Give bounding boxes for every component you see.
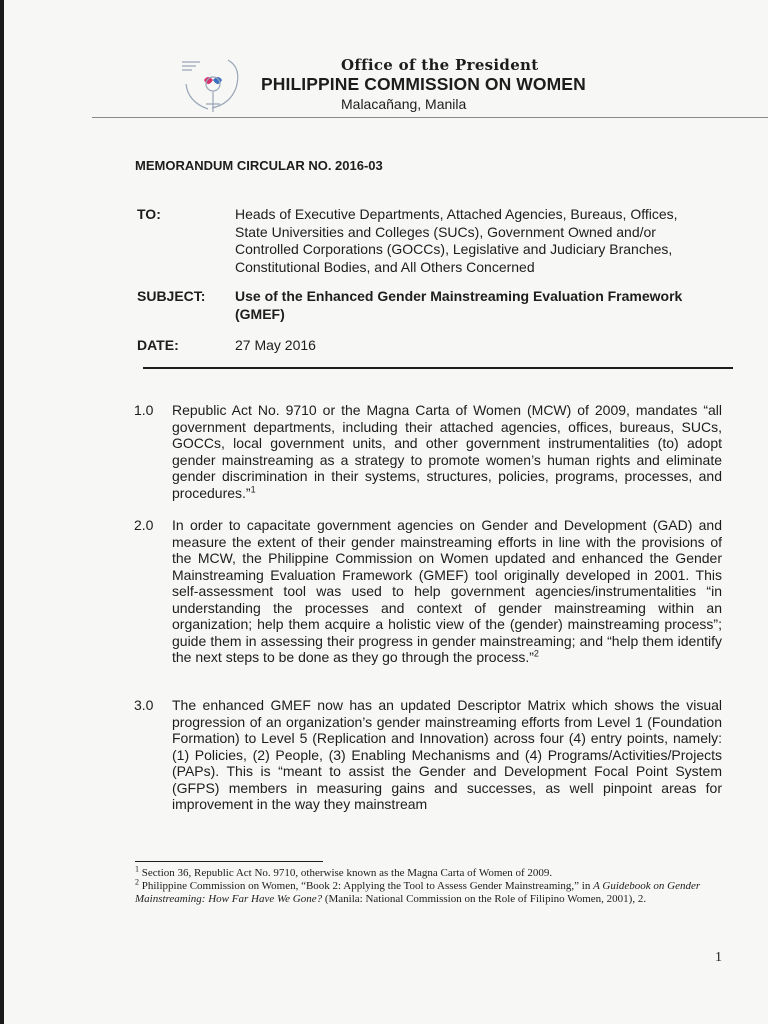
footnote-2-pre: Philippine Commission on Women, “Book 2: Applying the Tool to Assess Gender Mainstreaming,” in xyxy=(141,880,594,892)
to-label: TO: xyxy=(137,206,161,222)
pcw-logo-icon xyxy=(178,54,248,116)
paragraph-1-text xyxy=(172,402,722,501)
header-divider xyxy=(92,117,768,118)
footnote-2-title: A Guidebook on Gender Mainstreaming: How Far Have We Gone? xyxy=(135,880,701,905)
page-number: 1 xyxy=(715,950,722,965)
office-of-president-line: Office of the President xyxy=(341,56,539,74)
footnote-ref-2[interactable]: 2 xyxy=(533,648,539,659)
paragraph-3-text xyxy=(172,697,722,813)
footnote-ref-1[interactable]: 1 xyxy=(250,483,256,494)
footnote-2 xyxy=(135,877,725,906)
organization-name: PHILIPPINE COMMISSION ON WOMEN xyxy=(261,74,586,94)
date-label: DATE: xyxy=(137,337,179,353)
footnote-2-mark: 2 xyxy=(135,877,139,887)
paragraph-2-body: In order to capacitate government agencies on Gender and Development (GAD) and measure the extent of their gender mainstreaming efforts in line with the provisions of the MCW, the Philippine Commission on Women updated and enhanced the Gender Mainstreaming Evaluation Framework (GMEF) tool originally developed in 2001. This self-assessment tool was used to help government agencies/instrumentalities “in understanding the processes and context of gender mainstreaming within an organization; help them acquire a holistic view of the (gender) mainstreaming process”; guide them in assessing their progress in gender mainstreaming; and “help them identify the next steps to be done as they go through the process.” xyxy=(172,517,722,665)
date-value: 27 May 2016 xyxy=(235,337,316,353)
footnotes xyxy=(135,864,725,906)
paragraph-2-number: 2.0 xyxy=(134,517,154,533)
footnote-1-text: Section 36, Republic Act No. 9710, otherwise known as the Magna Carta of Women of 2009. xyxy=(141,867,553,879)
footnote-divider xyxy=(135,861,323,862)
footnote-2-post: (Manila: National Commission on the Role of Filipino Women, 2001), 2. xyxy=(322,893,647,905)
organization-location: Malacañang, Manila xyxy=(341,96,467,112)
footnote-1 xyxy=(135,864,725,880)
paragraph-3-body: The enhanced GMEF now has an updated Descriptor Matrix which shows the visual progression of an organization’s gender mainstreaming efforts from Level 1 (Foundation Formation) to Level 5 (Replication and Innovation) across four (4) entry points, namely: (1) Policies, (2) People, (3) Enabling Mechanisms and (4) Programs/Activities/Projects (PAPs). This is “meant to assist the Gender and Development Focal Point System (GFPS) members in measuring gains and successes, as well pinpoint areas for improvement in the way they mainstream xyxy=(172,697,722,812)
paragraph-2-text xyxy=(172,517,722,666)
memo-divider xyxy=(143,367,733,369)
to-value: Heads of Executive Departments, Attached Agencies, Bureaus, Offices, State Universities and Colleges (SUCs), Government Owned and/or Controlled Corporations (GOCCs), Legislative and Judiciary Branches, Constitutional Bodies, and All Others Concerned xyxy=(235,206,678,275)
paragraph-1-body: Republic Act No. 9710 or the Magna Carta of Women (MCW) of 2009, mandates “all government departments, including their attached agencies, offices, bureaus, SUCs, GOCCs, local government units, and other government instrumentalities (to) adopt gender mainstreaming as a strategy to promote women’s human rights and eliminate gender discrimination in their systems, structures, policies, programs, processes, and procedures.” xyxy=(172,402,722,501)
subject-label: SUBJECT: xyxy=(137,288,206,304)
paragraph-3-number: 3.0 xyxy=(134,697,154,713)
scan-edge xyxy=(0,0,4,1024)
memorandum-title: MEMORANDUM CIRCULAR NO. 2016-03 xyxy=(135,158,383,173)
paragraph-1-number: 1.0 xyxy=(134,402,154,418)
footnote-1-mark: 1 xyxy=(135,864,139,874)
letterhead xyxy=(178,54,698,116)
subject-value: Use of the Enhanced Gender Mainstreaming Evaluation Framework (GMEF) xyxy=(235,288,683,322)
